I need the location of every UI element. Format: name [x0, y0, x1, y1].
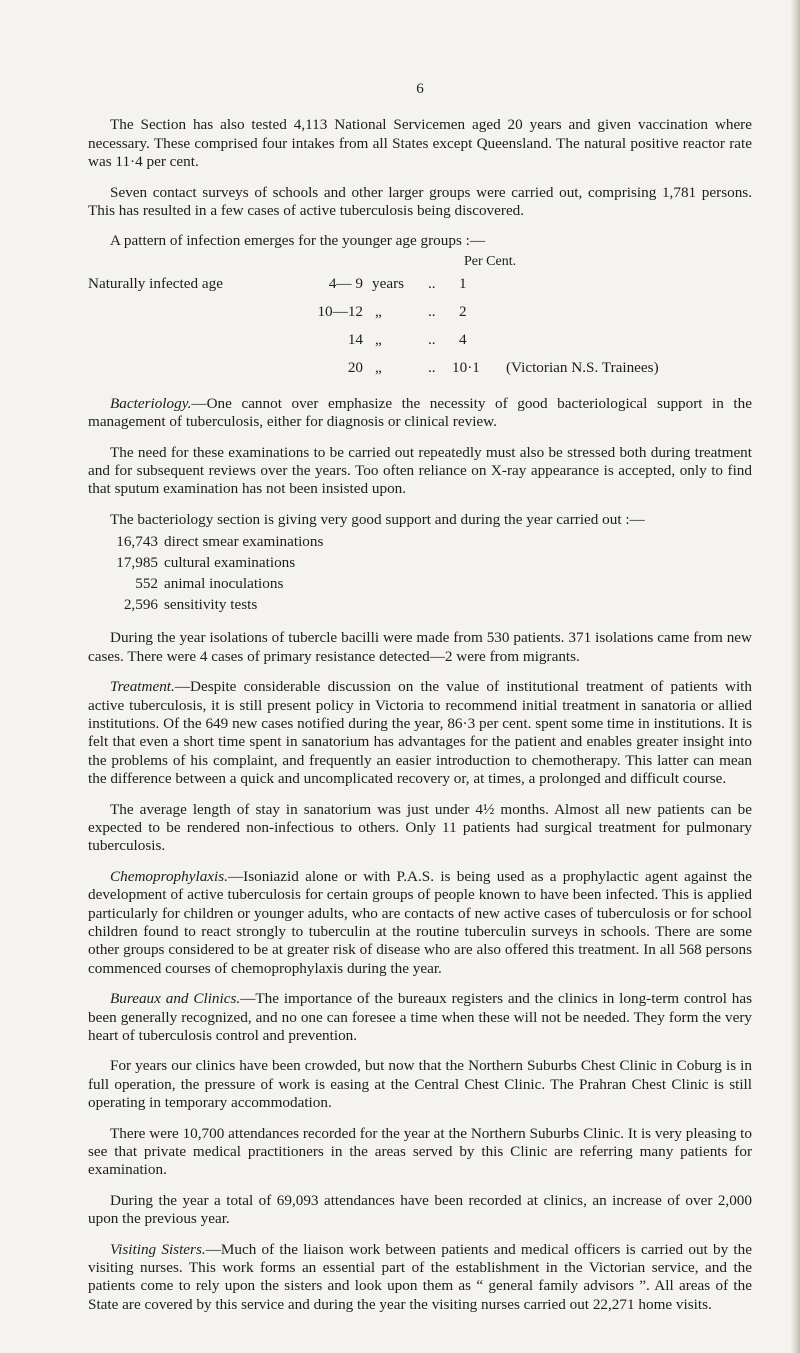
list-item: 16,743 direct smear examinations	[116, 533, 324, 551]
paragraph-national-servicemen: The Section has also tested 4,113 National Servicemen aged 20 years and given vaccination where necessary. These comprised four intakes from all States except Queensland. The natural positive reactor rate was 11·4 per cent.	[88, 116, 752, 171]
list-item: 17,985 cultural examinations	[116, 554, 296, 572]
unit-cell: „	[375, 330, 382, 348]
paragraph-examinations-need: The need for these examinations to be carried out repeatedly must also be stressed both during treatment and for subsequent reviews over the years. Too often reliance on X-ray appearance is accepted, only to find that sputum examination has not been insisted upon.	[88, 443, 752, 498]
paragraph-visiting-sisters: Visiting Sisters.—Much of the liaison work between patients and medical officers is carried out by the visiting nurses. This work forms an essential part of the establishment in the Victorian service, and the patients come to rely upon the sisters and look upon them as “ general family advisors ”. All areas of the State are covered by this service and during the year the visiting nurses carried out 22,271 home visits.	[88, 1240, 752, 1313]
bacteriology-list	[88, 533, 752, 617]
document-page	[88, 80, 752, 1326]
row-label: Naturally infected age	[88, 274, 223, 292]
paragraph-clinics-crowded: For years our clinics have been crowded, but now that the Northern Suburbs Chest Clinic in Coburg is in full operation, the pressure of work is easing at the Central Chest Clinic. The Prahran Chest Clinic is still operating in temporary accommodation.	[88, 1057, 752, 1112]
age-cell: 4— 9	[328, 274, 363, 292]
heading-treatment: Treatment.	[110, 678, 175, 696]
paragraph-isolations: During the year isolations of tubercle bacilli were made from 530 patients. 371 isolations came from new cases. There were 4 cases of primary resistance detected—2 were from migrants.	[88, 629, 752, 665]
unit-cell: years	[372, 274, 405, 292]
paragraph-bacteriology: Bacteriology.—One cannot over emphasize the necessity of good bacteriological support in the management of tuberculosis, either for diagnosis or clinical review.	[88, 394, 752, 431]
paragraph-infection-pattern: A pattern of infection emerges for the younger age groups :—	[110, 232, 486, 250]
unit-cell: „	[375, 358, 382, 376]
heading-bacteriology: Bacteriology.	[110, 394, 192, 412]
heading-bureaux-clinics: Bureaux and Clinics.	[110, 990, 241, 1008]
age-cell: 14	[347, 330, 363, 348]
age-cell: 10—12	[317, 302, 363, 320]
pct-cell: 10·1	[452, 358, 480, 376]
list-item: 552 animal inoculations	[135, 575, 284, 593]
paragraph-bureaux-clinics: Bureaux and Clinics.—The importance of the bureaux registers and the clinics in long-term control has been generally recognized, and no one can foresee a time when these will not be needed. They form the very heart of tuberculosis control and prevention.	[88, 990, 753, 1044]
page-edge-shadow	[790, 0, 800, 1353]
paragraph-treatment: Treatment.—Despite considerable discussion on the value of institutional treatment of patients with active tuberculosis, it is still present policy in Victoria to recommend initial treatment in sanatoria or allied institutions. Of the 649 new cases notified during the year, 86·3 per cent. spent some time in institutions. It is felt that even a short time spent in sanatorium has advantages for the patient and enables greater insight into the problems of his complaint, and frequently an easier introduction to chemotherapy. This latter can mean the difference between a quick and uncomplicated recovery or, at times, a prolonged and difficult course.	[88, 678, 752, 788]
dots-cell: ..	[428, 274, 436, 292]
paragraph-attendances-northern: There were 10,700 attendances recorded for the year at the Northern Suburbs Clinic. It is very pleasing to see that private medical practitioners in the areas served by this Clinic are referring many patients for examination.	[88, 1124, 752, 1179]
paragraph-bacteriology-section: The bacteriology section is giving very good support and during the year carried out :—	[110, 510, 645, 528]
age-cell: 20	[347, 358, 363, 376]
heading-visiting-sisters: Visiting Sisters.	[110, 1240, 206, 1258]
paragraph-chemoprophylaxis: Chemoprophylaxis.—Isoniazid alone or with P.A.S. is being used as a prophylactic agent against the development of active tuberculosis for certain groups of people known to have been infected. This is applied particularly for children or younger adults, who are contacts of new active cases of tuberculosis or for school children found to react strongly to tuberculin at the routine tuberculin surveys in schools. There are some other groups considered to be at greater risk of disease who are also offered this treatment. In all 568 persons commenced courses of chemoprophylaxis during the year.	[88, 867, 752, 977]
paragraph-sanatorium-stay: The average length of stay in sanatorium was just under 4½ months. Almost all new patients can be expected to be rendered non-infectious to others. Only 11 patients had surgical treatment for pulmonary tuberculosis.	[88, 800, 752, 855]
note-cell: (Victorian N.S. Trainees)	[506, 358, 659, 376]
pct-cell: 2	[459, 302, 467, 320]
infection-table	[88, 253, 752, 385]
heading-chemoprophylaxis: Chemoprophylaxis.	[110, 867, 228, 885]
pct-cell: 1	[459, 274, 467, 292]
page-number: 6	[416, 81, 424, 97]
pct-cell: 4	[459, 330, 467, 348]
list-item: 2,596 sensitivity tests	[123, 596, 258, 614]
dots-cell: ..	[428, 302, 436, 320]
dots-cell: ..	[428, 330, 436, 348]
paragraph-contact-surveys: Seven contact surveys of schools and other larger groups were carried out, comprising 1,781 persons. This has resulted in a few cases of active tuberculosis being discovered.	[88, 183, 752, 220]
paragraph-attendances-total: During the year a total of 69,093 attendances have been recorded at clinics, an increase of over 2,000 upon the previous year.	[88, 1191, 752, 1228]
per-cent-header: Per Cent.	[464, 253, 517, 269]
unit-cell: „	[375, 302, 382, 320]
dots-cell: ..	[428, 358, 436, 376]
